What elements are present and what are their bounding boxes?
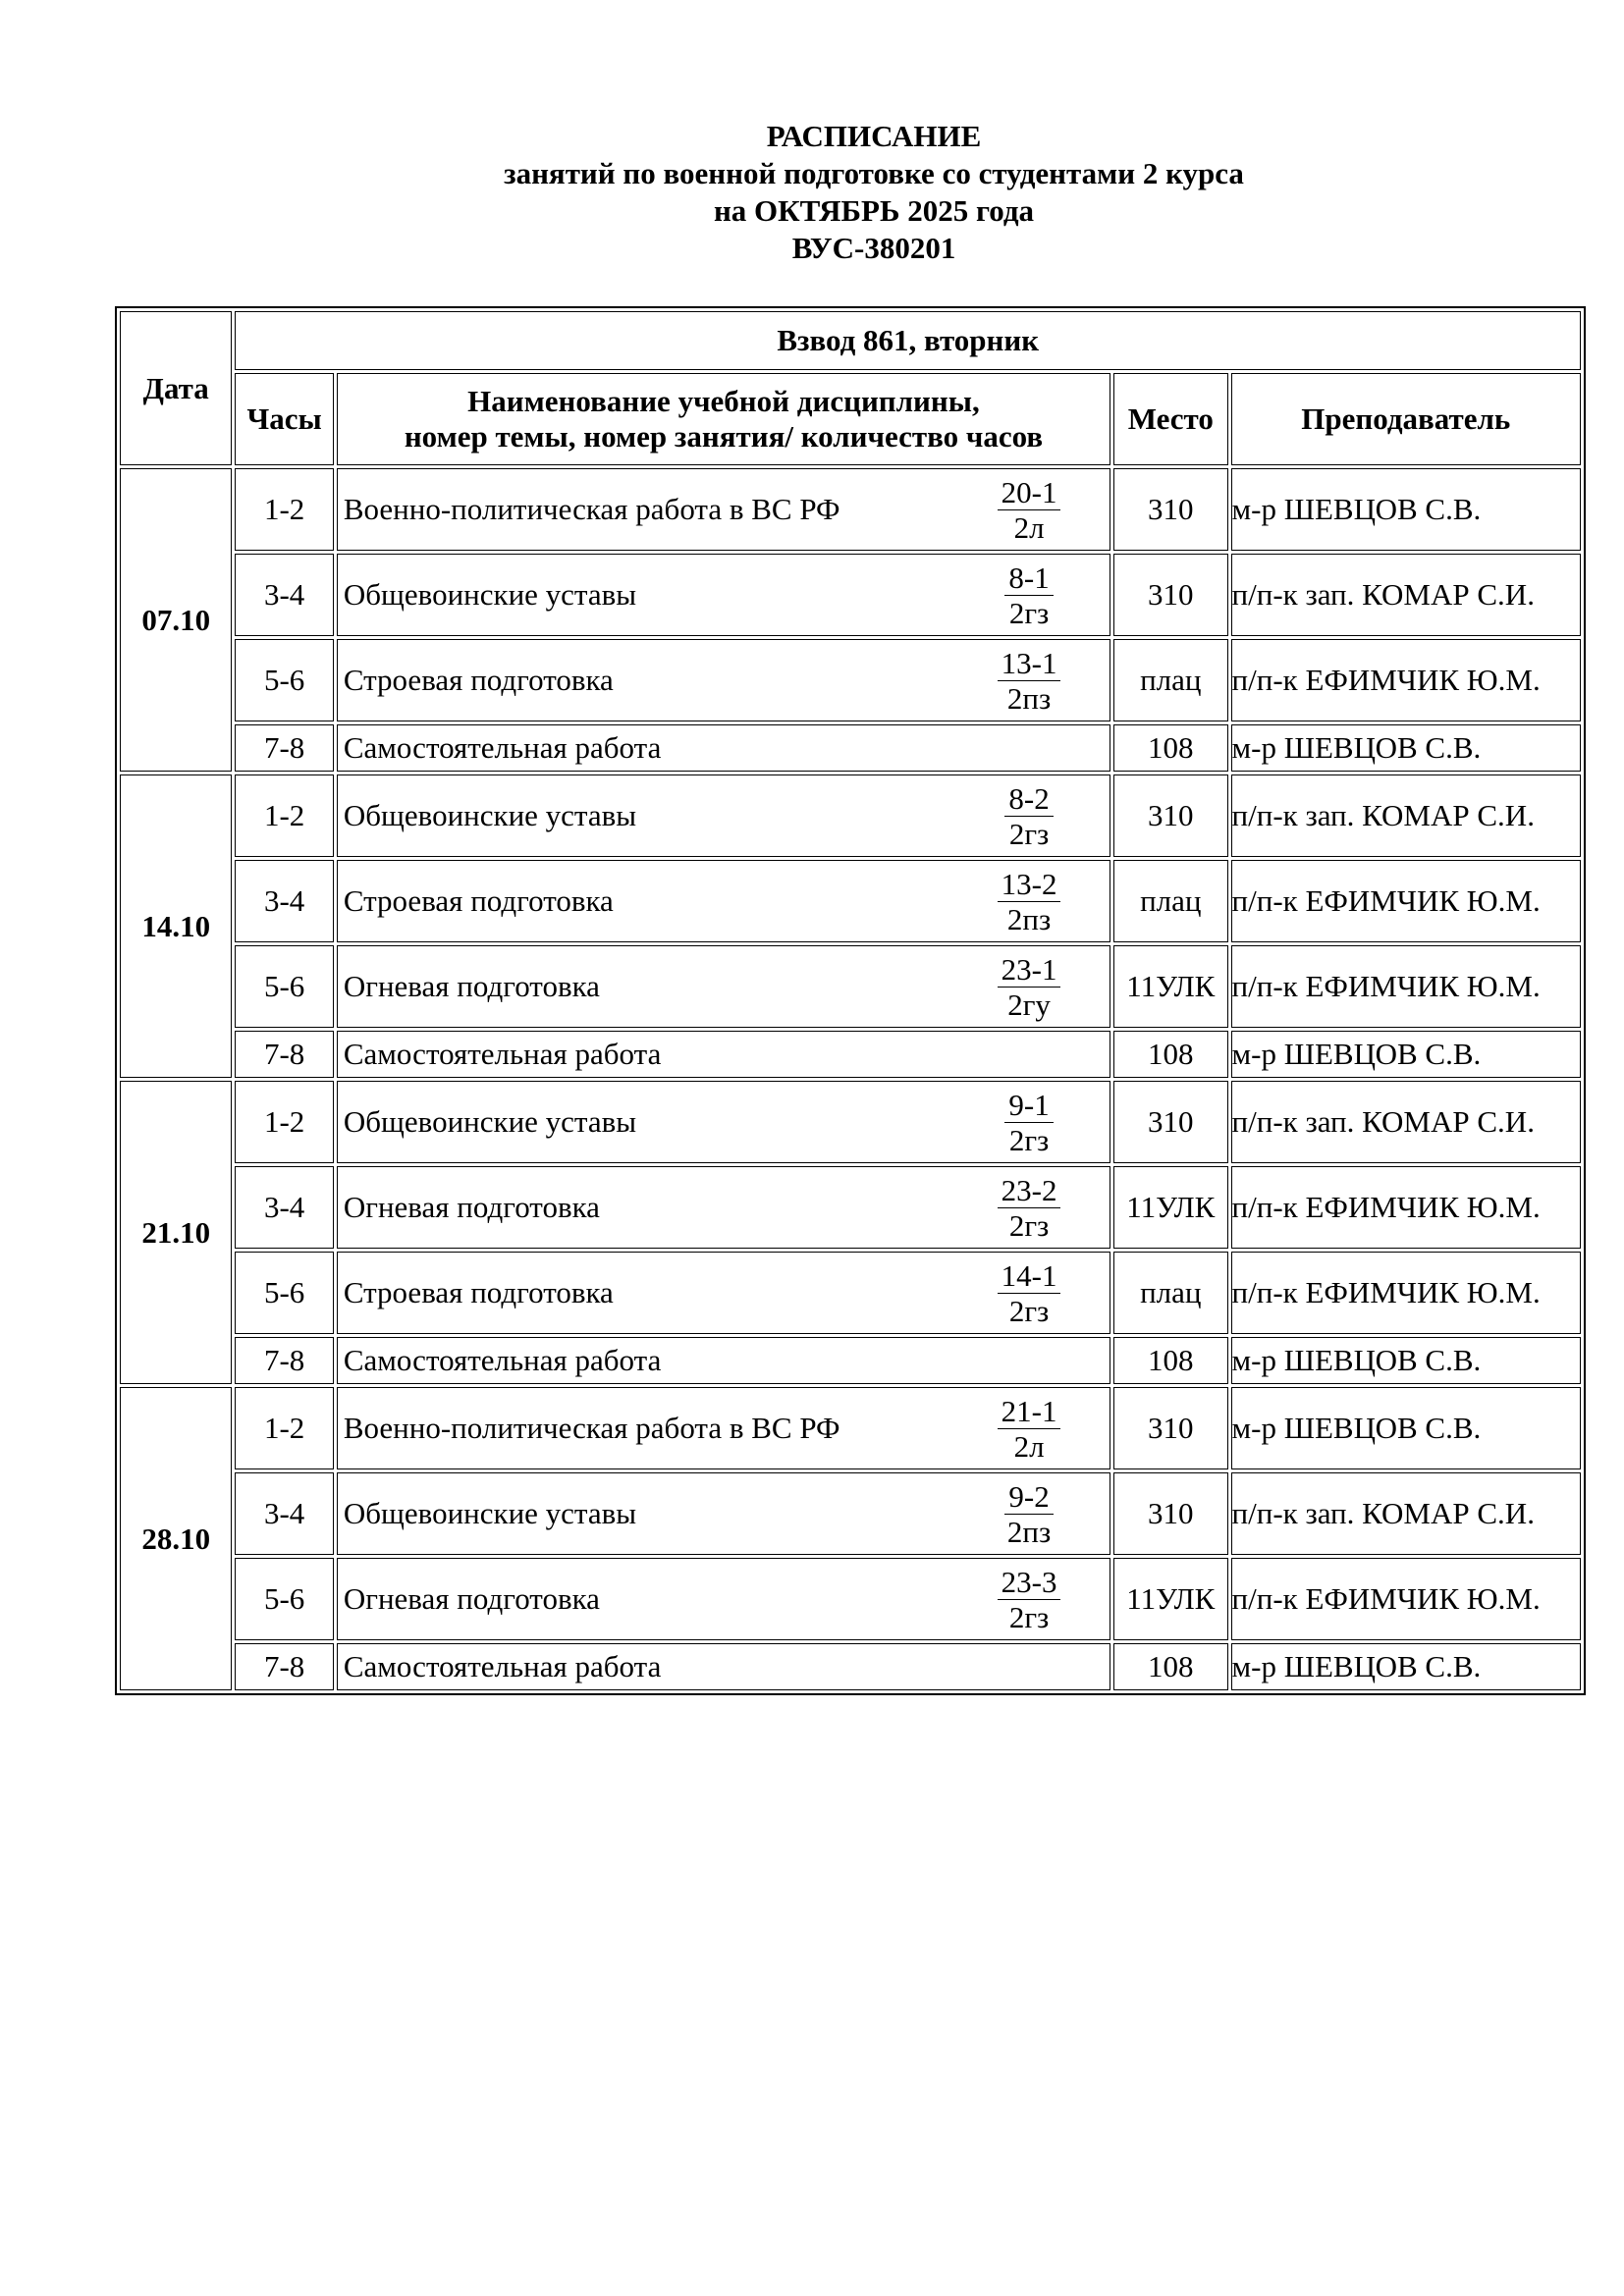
teacher-cell: м-р ШЕВЦОВ С.В. bbox=[1231, 1337, 1581, 1384]
table-row bbox=[120, 1387, 1581, 1469]
hours-cell: 3-4 bbox=[235, 860, 333, 942]
teacher-cell: п/п-к ЕФИМЧИК Ю.М. bbox=[1231, 639, 1581, 721]
subject-name: Строевая подготовка bbox=[343, 883, 614, 918]
teacher-cell: п/п-к ЕФИМЧИК Ю.М. bbox=[1231, 1252, 1581, 1334]
lesson-type: 2гу bbox=[1007, 987, 1051, 1022]
place-cell: 310 bbox=[1113, 1472, 1227, 1555]
schedule-table bbox=[115, 306, 1586, 1695]
table-row bbox=[120, 1252, 1581, 1334]
hours-cell: 7-8 bbox=[235, 1643, 333, 1690]
lesson-type: 2пз bbox=[1006, 1514, 1052, 1549]
teacher-cell: м-р ШЕВЦОВ С.В. bbox=[1231, 1387, 1581, 1469]
topic-fraction bbox=[970, 1394, 1088, 1464]
subject-name: Самостоятельная работа bbox=[343, 730, 662, 765]
table-row bbox=[120, 1643, 1581, 1690]
topic-fraction bbox=[970, 1173, 1088, 1243]
subject-name: Общевоинские уставы bbox=[343, 1104, 637, 1139]
table-row bbox=[120, 860, 1581, 942]
subject-name: Строевая подготовка bbox=[343, 663, 614, 697]
table-row bbox=[120, 774, 1581, 857]
topic-fraction bbox=[970, 1565, 1088, 1634]
subject-name: Самостоятельная работа bbox=[343, 1649, 662, 1683]
topic-fraction bbox=[970, 1088, 1088, 1157]
topic-fraction bbox=[970, 561, 1088, 630]
lesson-type: 2л bbox=[1013, 1428, 1045, 1464]
subject-name: Самостоятельная работа bbox=[343, 1343, 662, 1377]
title-line-3: на ОКТЯБРЬ 2025 года bbox=[713, 193, 1035, 228]
hours-cell: 1-2 bbox=[235, 468, 333, 551]
date-value: 28.10 bbox=[141, 1521, 211, 1556]
hours-cell: 1-2 bbox=[235, 1387, 333, 1469]
topic-fraction bbox=[970, 867, 1088, 936]
place-cell: 310 bbox=[1113, 1387, 1227, 1469]
date-cell bbox=[120, 1081, 232, 1384]
hours-cell: 5-6 bbox=[235, 1558, 333, 1640]
teacher-cell: п/п-к зап. КОМАР С.И. bbox=[1231, 774, 1581, 857]
date-cell bbox=[120, 774, 232, 1078]
place-cell: 108 bbox=[1113, 1031, 1227, 1078]
topic-fraction bbox=[970, 781, 1088, 851]
subject-cell bbox=[337, 1252, 1110, 1334]
place-cell: 11УЛК bbox=[1113, 1166, 1227, 1249]
title-line-4: ВУС-380201 bbox=[791, 231, 956, 265]
title-line-1: РАСПИСАНИЕ bbox=[766, 119, 982, 153]
col-header-date: Дата bbox=[120, 311, 232, 465]
topic-number: 9-2 bbox=[1004, 1479, 1053, 1515]
lesson-type: 2гз bbox=[1008, 1293, 1050, 1328]
teacher-cell: п/п-к зап. КОМАР С.И. bbox=[1231, 1081, 1581, 1163]
date-cell bbox=[120, 1387, 232, 1690]
subject-cell bbox=[337, 1472, 1110, 1555]
lesson-type: 2гз bbox=[1008, 816, 1050, 851]
date-value: 14.10 bbox=[141, 908, 211, 943]
hours-cell: 7-8 bbox=[235, 724, 333, 772]
teacher-cell: п/п-к ЕФИМЧИК Ю.М. bbox=[1231, 945, 1581, 1028]
lesson-type: 2гз bbox=[1008, 1207, 1050, 1243]
subject-cell bbox=[337, 1558, 1110, 1640]
subject-cell bbox=[337, 724, 1110, 772]
title-line-2: занятий по военной подготовке со студентами 2 курса bbox=[504, 156, 1244, 190]
lesson-type: 2гз bbox=[1008, 1599, 1050, 1634]
place-cell: 11УЛК bbox=[1113, 1558, 1227, 1640]
place-cell: 108 bbox=[1113, 724, 1227, 772]
platoon-header: Взвод 861, вторник bbox=[235, 311, 1581, 370]
hours-cell: 1-2 bbox=[235, 774, 333, 857]
teacher-cell: п/п-к ЕФИМЧИК Ю.М. bbox=[1231, 1558, 1581, 1640]
subject-name: Самостоятельная работа bbox=[343, 1037, 662, 1071]
topic-fraction bbox=[970, 1258, 1088, 1328]
table-row bbox=[120, 724, 1581, 772]
table-row bbox=[120, 1081, 1581, 1163]
lesson-type: 2гз bbox=[1008, 595, 1050, 630]
col-header-subject-line2: номер темы, номер занятия/ количество часов bbox=[404, 419, 1044, 454]
hours-cell: 7-8 bbox=[235, 1031, 333, 1078]
topic-number: 23-2 bbox=[998, 1173, 1061, 1208]
topic-fraction bbox=[970, 1479, 1088, 1549]
date-cell bbox=[120, 468, 232, 772]
col-header-teacher: Преподаватель bbox=[1231, 373, 1581, 465]
table-row bbox=[120, 1472, 1581, 1555]
hours-cell: 3-4 bbox=[235, 554, 333, 636]
place-cell: плац bbox=[1113, 1252, 1227, 1334]
table-row bbox=[120, 1337, 1581, 1384]
topic-fraction bbox=[970, 952, 1088, 1022]
schedule-body bbox=[120, 468, 1581, 1690]
table-row bbox=[120, 945, 1581, 1028]
hours-cell: 5-6 bbox=[235, 945, 333, 1028]
place-cell: плац bbox=[1113, 639, 1227, 721]
place-cell: плац bbox=[1113, 860, 1227, 942]
subject-name: Общевоинские уставы bbox=[343, 798, 637, 832]
lesson-type: 2гз bbox=[1008, 1122, 1050, 1157]
table-row bbox=[120, 1031, 1581, 1078]
subject-cell bbox=[337, 1166, 1110, 1249]
teacher-cell: м-р ШЕВЦОВ С.В. bbox=[1231, 1643, 1581, 1690]
topic-number: 13-2 bbox=[998, 867, 1061, 902]
lesson-type: 2пз bbox=[1006, 680, 1052, 716]
hours-cell: 3-4 bbox=[235, 1472, 333, 1555]
col-header-place: Место bbox=[1113, 373, 1227, 465]
date-value: 21.10 bbox=[141, 1214, 211, 1250]
hours-cell: 1-2 bbox=[235, 1081, 333, 1163]
place-cell: 108 bbox=[1113, 1643, 1227, 1690]
hours-cell: 5-6 bbox=[235, 1252, 333, 1334]
subject-name: Огневая подготовка bbox=[343, 1190, 600, 1224]
place-cell: 11УЛК bbox=[1113, 945, 1227, 1028]
place-cell: 108 bbox=[1113, 1337, 1227, 1384]
document-title bbox=[0, 118, 1624, 267]
subject-name: Общевоинские уставы bbox=[343, 1496, 637, 1530]
subject-name: Военно-политическая работа в ВС РФ bbox=[343, 1411, 840, 1445]
teacher-cell: м-р ШЕВЦОВ С.В. bbox=[1231, 1031, 1581, 1078]
subject-cell bbox=[337, 468, 1110, 551]
col-header-subject-line1: Наименование учебной дисциплины, bbox=[467, 384, 980, 418]
subject-cell bbox=[337, 1081, 1110, 1163]
table-row bbox=[120, 639, 1581, 721]
topic-fraction bbox=[970, 475, 1088, 545]
table-row bbox=[120, 468, 1581, 551]
subject-cell bbox=[337, 1643, 1110, 1690]
hours-cell: 3-4 bbox=[235, 1166, 333, 1249]
subject-cell bbox=[337, 860, 1110, 942]
table-row bbox=[120, 1558, 1581, 1640]
table-row bbox=[120, 1166, 1581, 1249]
topic-fraction bbox=[970, 646, 1088, 716]
subject-cell bbox=[337, 774, 1110, 857]
teacher-cell: п/п-к ЕФИМЧИК Ю.М. bbox=[1231, 860, 1581, 942]
topic-number: 23-1 bbox=[998, 952, 1061, 988]
subject-cell bbox=[337, 1031, 1110, 1078]
teacher-cell: п/п-к зап. КОМАР С.И. bbox=[1231, 554, 1581, 636]
hours-cell: 7-8 bbox=[235, 1337, 333, 1384]
subject-name: Общевоинские уставы bbox=[343, 577, 637, 612]
subject-name: Огневая подготовка bbox=[343, 1581, 600, 1616]
subject-cell bbox=[337, 639, 1110, 721]
place-cell: 310 bbox=[1113, 554, 1227, 636]
topic-number: 23-3 bbox=[998, 1565, 1061, 1600]
place-cell: 310 bbox=[1113, 1081, 1227, 1163]
teacher-cell: м-р ШЕВЦОВ С.В. bbox=[1231, 724, 1581, 772]
topic-number: 8-1 bbox=[1004, 561, 1053, 596]
lesson-type: 2пз bbox=[1006, 901, 1052, 936]
subject-cell bbox=[337, 945, 1110, 1028]
topic-number: 13-1 bbox=[998, 646, 1061, 681]
topic-number: 9-1 bbox=[1004, 1088, 1053, 1123]
topic-number: 20-1 bbox=[998, 475, 1061, 510]
subject-cell bbox=[337, 1387, 1110, 1469]
topic-number: 21-1 bbox=[998, 1394, 1061, 1429]
teacher-cell: п/п-к зап. КОМАР С.И. bbox=[1231, 1472, 1581, 1555]
teacher-cell: п/п-к ЕФИМЧИК Ю.М. bbox=[1231, 1166, 1581, 1249]
table-row bbox=[120, 554, 1581, 636]
hours-cell: 5-6 bbox=[235, 639, 333, 721]
place-cell: 310 bbox=[1113, 774, 1227, 857]
col-header-subject bbox=[337, 373, 1110, 465]
subject-name: Военно-политическая работа в ВС РФ bbox=[343, 492, 840, 526]
lesson-type: 2л bbox=[1013, 509, 1045, 545]
teacher-cell: м-р ШЕВЦОВ С.В. bbox=[1231, 468, 1581, 551]
topic-number: 8-2 bbox=[1004, 781, 1053, 817]
subject-name: Строевая подготовка bbox=[343, 1275, 614, 1309]
date-value: 07.10 bbox=[141, 602, 211, 637]
subject-cell bbox=[337, 554, 1110, 636]
subject-name: Огневая подготовка bbox=[343, 969, 600, 1003]
col-header-hours: Часы bbox=[235, 373, 333, 465]
topic-number: 14-1 bbox=[998, 1258, 1061, 1294]
subject-cell bbox=[337, 1337, 1110, 1384]
place-cell: 310 bbox=[1113, 468, 1227, 551]
